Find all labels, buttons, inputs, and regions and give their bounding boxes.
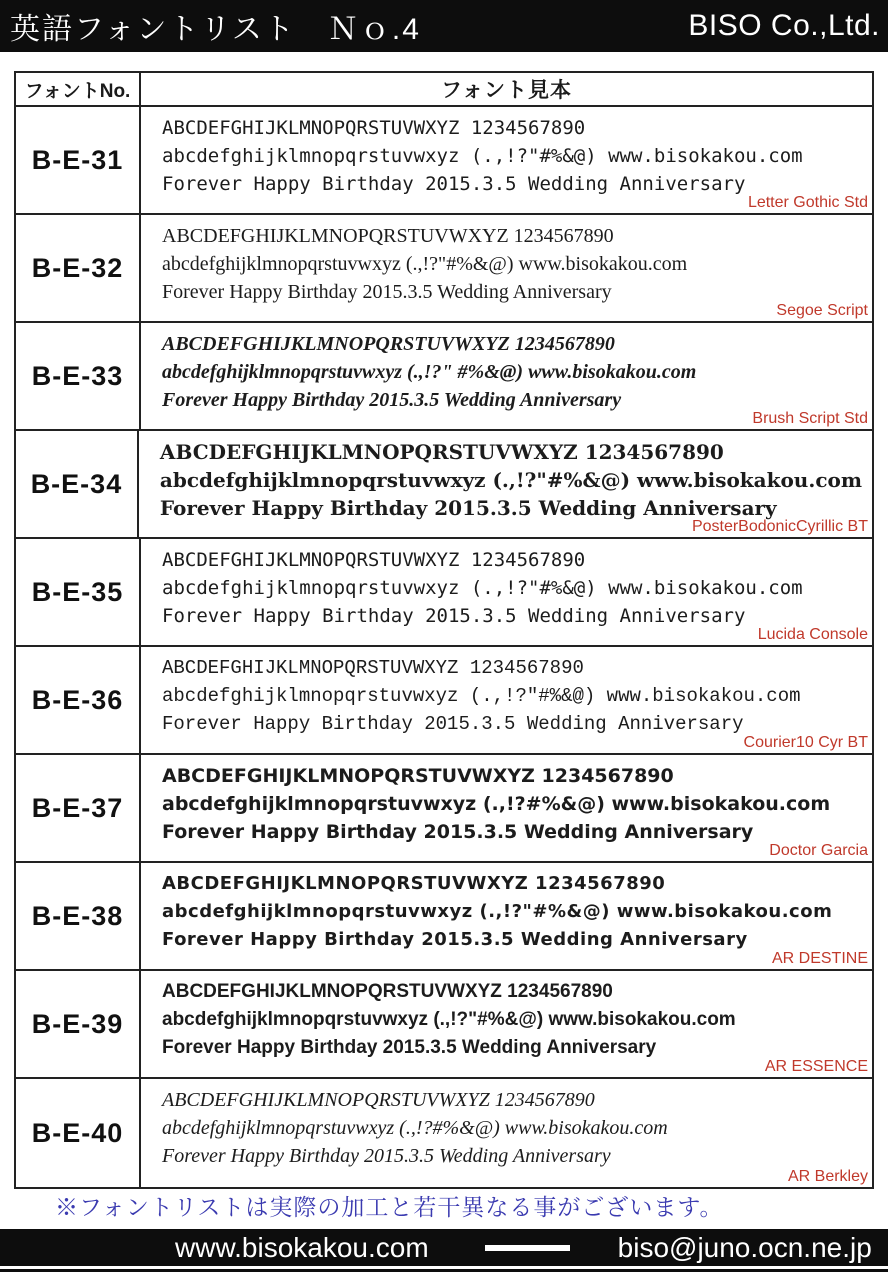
sample-line-lowercase: abcdefghijklmnopqrstuvwxyz (.,!?"#%&@) www.bisokakou.com — [162, 685, 801, 707]
table-row — [16, 1079, 872, 1187]
header-bar — [0, 0, 888, 52]
font-number: B-E-34 — [16, 431, 139, 537]
sample-line-uppercase: ABCDEFGHIJKLMNOPQRSTUVWXYZ 1234567890 — [162, 873, 666, 894]
sample-line-words: Forever Happy Birthday 2015.3.5 Wedding Anniversary — [162, 821, 754, 843]
font-sample-cell — [141, 539, 872, 645]
font-number: B-E-37 — [16, 755, 141, 861]
disclaimer-note: ※フォントリストは実際の加工と若干異なる事がございます。 — [55, 1195, 724, 1221]
footer-divider-line — [485, 1245, 570, 1251]
table-row — [16, 107, 872, 215]
sample-line-uppercase: ABCDEFGHIJKLMNOPQRSTUVWXYZ 1234567890 — [162, 333, 615, 355]
footer-bar — [0, 1229, 888, 1266]
sample-line-words: Forever Happy Birthday 2015.3.5 Wedding Anniversary — [159, 496, 777, 520]
font-sample-cell — [141, 755, 872, 861]
sample-line-lowercase: abcdefghijklmnopqrstuvwxyz (.,!?"#%&@) www.bisokakou.com — [162, 901, 833, 922]
sample-line-lowercase: abcdefghijklmnopqrstuvwxyz (.,!?"#%&@) www.bisokakou.com — [162, 577, 803, 599]
font-sample-cell — [141, 971, 872, 1077]
table-row — [16, 863, 872, 971]
font-name-label: AR Berkley — [787, 1168, 868, 1185]
font-sample-cell — [141, 863, 872, 969]
font-sample-cell — [141, 323, 872, 429]
sample-line-words: Forever Happy Birthday 2015.3.5 Wedding Anniversary — [162, 1145, 611, 1167]
sample-line-lowercase: abcdefghijklmnopqrstuvwxyz (.,!?"#%&@) www.bisokakou.com — [159, 468, 862, 492]
font-name-label: Brush Script Std — [752, 410, 868, 427]
font-number: B-E-32 — [16, 215, 141, 321]
table-row — [16, 971, 872, 1079]
sample-line-lowercase: abcdefghijklmnopqrstuvwxyz (.,!?#%&@) www.bisokakou.com — [162, 793, 831, 815]
sample-line-uppercase: ABCDEFGHIJKLMNOPQRSTUVWXYZ 1234567890 — [162, 981, 613, 1002]
font-sample-cell — [141, 107, 872, 213]
company-name: BISO Co.,Ltd. — [688, 9, 880, 42]
table-header-row — [16, 73, 872, 107]
font-name-label: AR DESTINE — [771, 950, 868, 967]
sample-line-words: Forever Happy Birthday 2015.3.5 Wedding Anniversary — [162, 713, 744, 735]
sample-line-lowercase: abcdefghijklmnopqrstuvwxyz (.,!?" #%&@) www.bisokakou.com — [162, 361, 697, 383]
sample-line-words: Forever Happy Birthday 2015.3.5 Wedding Anniversary — [162, 173, 746, 195]
font-number: B-E-33 — [16, 323, 141, 429]
sample-line-words: Forever Happy Birthday 2015.3.5 Wedding Anniversary — [162, 1037, 657, 1058]
font-name-label: Courier10 Cyr BT — [743, 734, 868, 751]
font-name-label: Letter Gothic Std — [747, 194, 868, 211]
table-row — [16, 431, 872, 539]
font-list-table — [14, 71, 874, 1189]
sample-line-uppercase: ABCDEFGHIJKLMNOPQRSTUVWXYZ 1234567890 — [162, 225, 614, 247]
font-number: B-E-40 — [16, 1079, 141, 1187]
sample-line-words: Forever Happy Birthday 2015.3.5 Wedding Anniversary — [162, 929, 748, 950]
font-name-label: Lucida Console — [757, 626, 868, 643]
table-row — [16, 215, 872, 323]
font-name-label: AR ESSENCE — [764, 1058, 868, 1075]
font-number: B-E-39 — [16, 971, 141, 1077]
font-number: B-E-35 — [16, 539, 141, 645]
page-title: 英語フォントリスト Ｎｏ.4 — [10, 13, 421, 46]
sample-line-words: Forever Happy Birthday 2015.3.5 Wedding Anniversary — [162, 281, 612, 303]
footer-website: www.bisokakou.com — [175, 1231, 429, 1263]
sample-line-lowercase: abcdefghijklmnopqrstuvwxyz (.,!?"#%&@) www.bisokakou.com — [162, 1009, 736, 1030]
font-number: B-E-38 — [16, 863, 141, 969]
sample-line-uppercase: ABCDEFGHIJKLMNOPQRSTUVWXYZ 1234567890 — [162, 765, 674, 787]
sample-line-lowercase: abcdefghijklmnopqrstuvwxyz (.,!?#%&@) www.bisokakou.com — [162, 1117, 668, 1139]
sample-line-lowercase: abcdefghijklmnopqrstuvwxyz (.,!?"#%&@) www.bisokakou.com — [162, 253, 688, 275]
font-sample-cell — [141, 215, 872, 321]
sample-line-uppercase: ABCDEFGHIJKLMNOPQRSTUVWXYZ 1234567890 — [162, 657, 584, 679]
sample-line-uppercase: ABCDEFGHIJKLMNOPQRSTUVWXYZ 1234567890 — [159, 440, 724, 464]
font-name-label: Segoe Script — [776, 302, 868, 319]
font-name-label: PosterBodonicCyrillic BT — [691, 518, 868, 535]
table-row — [16, 647, 872, 755]
footer-email: biso@juno.ocn.ne.jp — [617, 1231, 872, 1263]
table-row — [16, 323, 872, 431]
sample-line-words: Forever Happy Birthday 2015.3.5 Wedding Anniversary — [162, 605, 746, 627]
sample-line-words: Forever Happy Birthday 2015.3.5 Wedding Anniversary — [162, 389, 622, 411]
sample-line-lowercase: abcdefghijklmnopqrstuvwxyz (.,!?"#%&@) www.bisokakou.com — [162, 145, 803, 167]
font-name-label: Doctor Garcia — [769, 842, 868, 859]
table-row — [16, 539, 872, 647]
sample-line-uppercase: ABCDEFGHIJKLMNOPQRSTUVWXYZ 1234567890 — [162, 1089, 595, 1111]
font-sample-cell — [141, 647, 872, 753]
font-number: B-E-31 — [16, 107, 141, 213]
table-row — [16, 755, 872, 863]
column-header-font-sample: フォント見本 — [441, 79, 572, 102]
sample-line-uppercase: ABCDEFGHIJKLMNOPQRSTUVWXYZ 1234567890 — [162, 117, 586, 139]
font-sample-cell — [141, 1079, 872, 1187]
font-number: B-E-36 — [16, 647, 141, 753]
font-sample-cell — [139, 431, 872, 537]
column-header-font-no: フォントNo. — [16, 73, 141, 105]
sample-line-uppercase: ABCDEFGHIJKLMNOPQRSTUVWXYZ 1234567890 — [162, 549, 586, 571]
